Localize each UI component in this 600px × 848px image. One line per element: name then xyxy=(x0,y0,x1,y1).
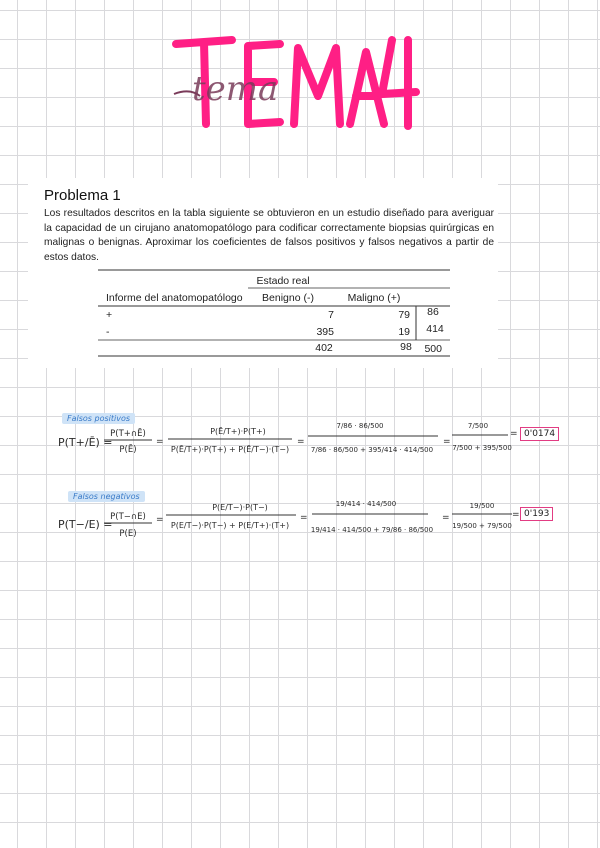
table-cell: 395 xyxy=(316,326,334,338)
svg-text:=: = xyxy=(156,437,164,447)
fp-result: 0'0174 xyxy=(520,427,559,441)
table-row-header: Informe del anatomopatólogo xyxy=(106,292,243,304)
svg-text:=: = xyxy=(510,429,518,439)
fn-formula xyxy=(58,500,520,539)
svg-text:=: = xyxy=(156,515,164,525)
formulas xyxy=(0,400,600,560)
table-cell: 7 xyxy=(328,309,334,321)
contingency-table xyxy=(28,178,498,368)
fp-frac1-den: P(Ē) xyxy=(119,445,137,455)
svg-text:=: = xyxy=(512,510,520,520)
fn-frac1-den: P(E) xyxy=(119,529,137,539)
fp-frac4-den: 7/500 + 395/500 xyxy=(452,444,512,452)
table-cell: 79 xyxy=(398,309,410,321)
table-row-total: 414 xyxy=(426,323,444,335)
table-group-header: Estado real xyxy=(256,275,310,287)
svg-text:=: = xyxy=(442,513,450,523)
table-grand-total: 500 xyxy=(424,343,442,355)
falsos-positivos-label: Falsos positivos xyxy=(62,413,135,424)
table-col-total-maligno: 98 xyxy=(400,341,412,353)
table-row-label: + xyxy=(106,309,113,321)
fn-frac3-num: 19/414 · 414/500 xyxy=(335,500,397,508)
fp-frac4-num: 7/500 xyxy=(467,422,489,430)
fp-formula xyxy=(58,422,518,455)
fp-lhs: P(T+/Ē) = xyxy=(58,436,113,449)
fp-frac3-den: 7/86 · 86/500 + 395/414 · 414/500 xyxy=(310,446,434,454)
fn-frac4-den: 19/500 + 79/500 xyxy=(452,522,512,530)
fn-frac2-den: P(E/T−)·P(T−) + P(E/T+)·(T+) xyxy=(170,521,290,530)
title-tema xyxy=(170,30,420,130)
problem-text: Los resultados descritos en la tabla siguiente se obtuvieron en un estudio diseñado para averiguar la capacidad de un cirujano anatomopatólogo para codificar correctamente biopsias quirúrgicas en malignas o benignas. Aproximar los coeficientes de falsos positivos y falsos negativos a partir de estos datos. xyxy=(44,208,494,263)
svg-text:=: = xyxy=(300,513,308,523)
fn-lhs: P(T−/E) = xyxy=(58,518,113,531)
fp-frac3-num: 7/86 · 86/500 xyxy=(336,422,384,430)
fp-frac2-num: P(Ē/T+)·P(T+) xyxy=(210,427,266,436)
table-row-total: 86 xyxy=(427,306,439,318)
falsos-negativos-label: Falsos negativos xyxy=(68,491,145,502)
table-col-maligno: Maligno (+) xyxy=(347,292,401,304)
title-overlay-text: tema xyxy=(192,69,279,109)
table-row-label: - xyxy=(106,326,110,338)
table-cell: 19 xyxy=(398,326,410,338)
fn-frac1-num: P(T−∩E) xyxy=(110,512,146,522)
svg-text:=: = xyxy=(297,437,305,447)
fn-frac3-den: 19/414 · 414/500 + 79/86 · 86/500 xyxy=(310,526,434,534)
fp-frac1-num: P(T+∩Ē) xyxy=(110,429,146,439)
fp-frac2-den: P(Ē/T+)·P(T+) + P(Ē/T−)·(T−) xyxy=(170,445,290,454)
fn-frac4-num: 19/500 xyxy=(469,502,495,510)
problem-heading: Problema 1 xyxy=(44,187,121,204)
table-col-total-benigno: 402 xyxy=(315,342,333,354)
fn-frac2-num: P(E/T−)·P(T−) xyxy=(212,503,268,512)
svg-text:=: = xyxy=(443,437,451,447)
fn-result: 0'193 xyxy=(520,507,553,521)
table-col-benigno: Benigno (-) xyxy=(262,292,314,304)
